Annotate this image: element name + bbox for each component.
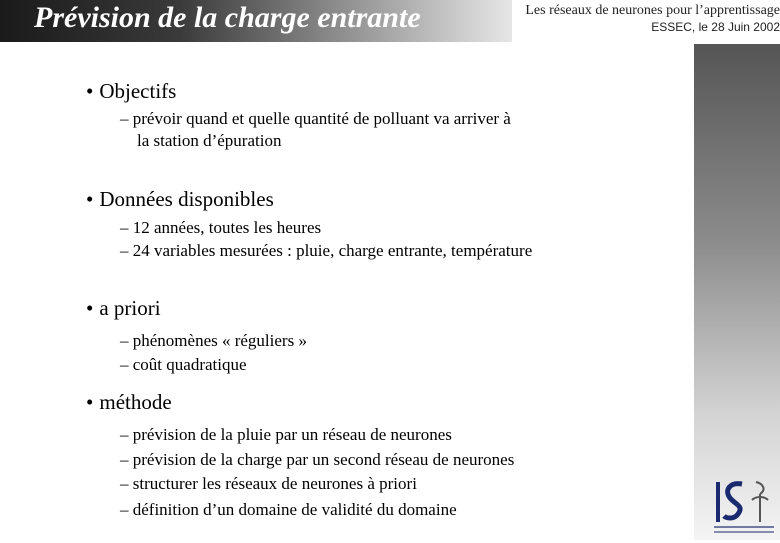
essec-logo-icon (712, 478, 778, 538)
bullet-icon: • (86, 296, 94, 320)
list-item: – définition d’un domaine de validité du domaine (120, 500, 457, 519)
list-item: – structurer les réseaux de neurones à priori (120, 474, 417, 493)
bullet-objectifs (86, 79, 176, 104)
section-heading: méthode (99, 390, 172, 414)
list-item: – prévoir quand et quelle quantité de polluant va arriver à (120, 109, 511, 128)
bullet-icon: • (86, 390, 94, 414)
bullet-donnees (86, 187, 274, 212)
page-title: Prévision de la charge entrante (34, 1, 421, 34)
section-heading: Objectifs (99, 79, 177, 103)
side-decoration-bar (694, 44, 780, 540)
list-item: – coût quadratique (120, 355, 247, 374)
list-item: – prévision de la charge par un second réseau de neurones (120, 450, 515, 469)
list-item: – 24 variables mesurées : pluie, charge entrante, température (120, 241, 533, 260)
bullet-a-priori (86, 296, 161, 321)
bullet-icon: • (86, 187, 94, 211)
list-item: – prévision de la pluie par un réseau de neurones (120, 425, 452, 444)
section-heading: a priori (99, 296, 161, 320)
slide-date: ESSEC, le 28 Juin 2002 (651, 20, 780, 34)
list-item: – 12 années, toutes les heures (120, 218, 322, 237)
list-item-continuation: la station d’épuration (137, 131, 282, 150)
section-heading: Données disponibles (99, 187, 274, 211)
bullet-icon: • (86, 79, 94, 103)
slide-subtitle: Les réseaux de neurones pour l’apprentissage (525, 3, 780, 18)
bullet-methode (86, 390, 172, 415)
list-item: – phénomènes « réguliers » (120, 331, 307, 350)
